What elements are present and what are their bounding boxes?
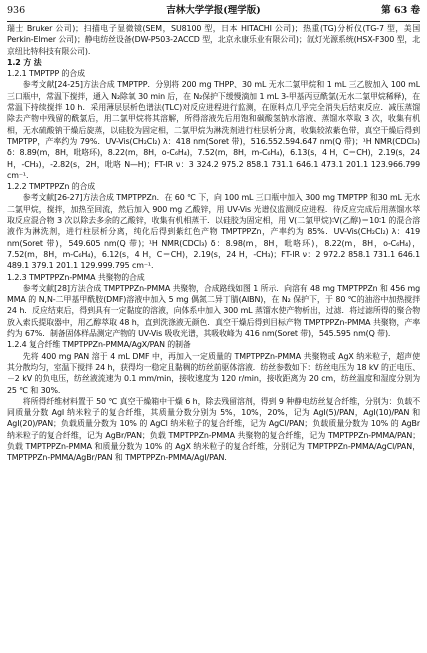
subsection-heading-tmptpp: 1.2.1 TMPTPP 的合成 <box>7 69 85 79</box>
journal-title: 吉林大学学报(理学版) <box>166 5 261 16</box>
subsection-heading-tmptppzn: 1.2.2 TMPTPPZn 的合成 <box>7 182 96 192</box>
paragraph-tmptppzn-synthesis: 参考文献[26-27]方法合成 TMPTPPZn．在 60 ℃ 下，向 100 mL 三口瓶中加入 300 mg TMPTPP 和30 mL 无水二氯甲烷，搅拌，加热至回流，然后加入 900 mg 乙酸锌，用 UV-Vis 光谱仪监测反应进程．待反应完成后用蒸馏水萃取反应混合物 3 次以除去多余的乙酸锌，收集有机相蒸干．以硅胶为固定相，用 V(二氯甲烷)∶V(乙醇)＝10∶1 的混合溶液作为淋洗剂，进行柱层析分离，纯化后得到紫红色产物 TMPTPPZn，产率约为 85%．UV-Vis(CH₂Cl₂) λ：419 nm(Soret 带)，549.605 nm(Q 带)；¹H NMR(CDCl₃) δ：8.98(m，8H，吡咯环)，8.22(m，8H，o-C₆H₄)，7.52(m，8H，m-C₆H₄)，6.12(s，4 H，C＝CH)，2.19(s，24 H，-CH₃)；FT-IR ν：2 972.2 858.1 731.1 646.1 489.1 379.1 201.1 129.999.795 cm⁻¹. <box>7 193 420 271</box>
paragraph-fiber-samples: 将所得纤维材料置于 50 ℃ 真空干燥箱中干燥 6 h，除去残留溶剂，得到 9 种静电纺丝复合纤维，分别为：负载不同质量分数 AgI 纳米粒子的复合纤维，其质量分数分别为 5%，10%，20%，记为 AgI(5)/PAN，AgI(10)/PAN 和 AgI(20)/PAN；负载质量分数为 10% 的 AgCl 纳米粒子的复合纤维，记为 AgCl/PAN；负载质量分数为 10% 的 AgBr 纳米粒子的复合纤维，记为 AgBr/PAN；负载 TMPTPPZn-PMMA 共聚物的复合纤维，记为 TMPTPPZn-PMMA/PAN；负载 TMPTPPZn-PMMA 和质量分数为 10% 的 AgX 纳米粒子的复合纤维，分别记为 TMPTPPZn-PMMA/AgCl/PAN，TMPTPPZn-PMMA/AgBr/PAN 和 TMPTPPZn-PMMA/AgI/PAN. <box>7 396 420 463</box>
page-number: 936 <box>7 5 26 16</box>
subsection-heading-fiber: 1.2.4 复合纤维 TMPTPPZn-PMMA/AgX/PAN 的制备 <box>7 340 191 350</box>
article-body <box>7 23 420 653</box>
header-rule <box>7 21 420 22</box>
paragraph-copolymer-synthesis: 参考文献[28]方法合成 TMPTPPZn-PMMA 共聚物，合成路线如图 1 所示．向溶有 48 mg TMPTPPZn 和 456 mg MMA 的 N,N-二甲基甲酰胺(DMF)溶液中加入 5 mg 偶氮二异丁腈(AIBN)，在 N₂ 保护下，于 80 ℃的油浴中加热搅拌 24 h．反应结束后，得到具有一定黏度的溶液，向体系中加入 300 mL 蒸馏水使产物析出，过滤．将过滤所得的聚合物放入索氏提取器中，用乙醇萃取 48 h，直到洗涤液无颜色．真空干燥后得到目标产物 TMPTPPZn-PMMA 共聚物，产率约为 67%．制备固体样品测定产物的 UV-Vis 吸收光谱，其吸收峰为 416 nm(Soret 带)，545.595 nm(Q 带). <box>7 283 420 339</box>
paragraph-instruments-continued: 瑞士 Bruker 公司)；扫描电子显微镜(SEM，SU8100 型，日本 HITACHI 公司)；热重(TG)分析仪(TG-7 型，美国 Perkin-Elmer 公司)；静电纺丝设备(DW-P503-2ACCD 型，北京永康乐业有限公司)；氙灯光源系统(HSX-F300 型，北京纽比特科技有限公司). <box>7 24 420 56</box>
paragraph-fiber-preparation: 先将 400 mg PAN 溶于 4 mL DMF 中，再加入一定质量的 TMPTPPZn-PMMA 共聚物或 AgX 纳米粒子，超声使其分散均匀，室温下搅拌 24 h，获得均一稳定且黏稠的纺丝前驱体溶液．纺丝参数如下：纺丝电压为 18 kV 的正电压、－2 kV 的负电压，纺丝液流速为 0.1 mm/min，接收速度为 120 r/min，接收距离为 20 cm，纺丝温度和湿度分别为 25 ℃ 和 30%. <box>7 351 420 395</box>
volume-label: 第 63 卷 <box>381 5 420 16</box>
running-header <box>7 2 420 20</box>
subsection-heading-copolymer: 1.2.3 TMPTPPZn-PMMA 共聚物的合成 <box>7 272 145 282</box>
paragraph-tmptpp-synthesis: 参考文献[24-25]方法合成 TMPTPP．分别将 200 mg THPP、30 mL 无水二氯甲烷和 1 mL 三乙胺加入 100 mL 三口瓶中，常温下搅拌，通入 N₂除氧 30 min 后，在 N₂保护下缓慢滴加 1 mL 3-甲基丙豆酰氯(无水二氯甲烷稀释)，在常温下持续搅拌 10 h．采用薄层层析色谱法(TLC)对反应进程进行监测，在原料点几乎完全消失后结束反应．减压蒸馏除去产物中残留的酰氯后，用二氯甲烷将其溶解，所得溶液先后用饱和碳酸氢钠水溶液、蒸馏水萃取 3 次，收集有机相，无水硫酸钠干燥后旋蒸，以硅胶为固定相，二氯甲烷为淋洗剂进行柱层析分离，收集较浓紫色带，真空干燥后得到 TMPTPP，产率约为 79%．UV-Vis(CH₂Cl₂) λ：418 nm(Soret 带)，516.552.594.647 nm(Q 带)；¹H NMR(CDCl₃) δ：8.89(m，8H，吡咯环)，8.22(m，8H，o-C₆H₄)，7.52(m，8H，m-C₆H₄)，6.13(s，4 H，C＝CH)，2.19(s，24 H，-CH₃)，-2.82(s，2H，吡咯 N—H)；FT-IR ν：3 324.2 975.2 858.1 731.1 646.1 473.1 201.1 123.966.799 cm⁻¹. <box>7 80 420 180</box>
section-heading-methods: 1.2 方 法 <box>7 57 42 67</box>
